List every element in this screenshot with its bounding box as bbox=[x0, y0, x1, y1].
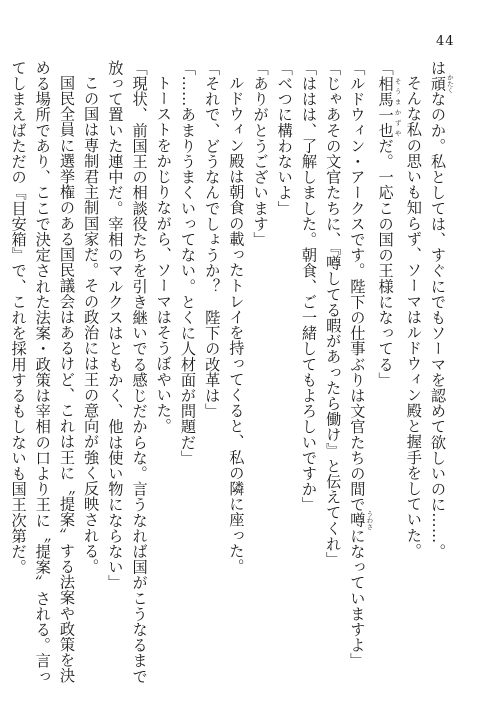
text-line: ルドウィン殿は朝食の載ったトレイを持ってくると、私の隣に座った。 bbox=[227, 75, 246, 575]
ruby-annotation: 相馬 そうま bbox=[376, 75, 402, 107]
text-line: 「ははは、了解しました。朝食、ご一緒してもよろしいですか」 bbox=[299, 60, 318, 513]
text-line: てしまえばただの『目安箱』で、これを採用するもしないも国王次第だ。 bbox=[9, 60, 28, 575]
text-line: 「ルドウィン・アークスです。陛下の仕事ぶりは文官たちの間で噂 うわさになっていますよ」 bbox=[348, 60, 374, 669]
text-line: 「それで、どうなんでしょうか？ 陛下の改革は」 bbox=[203, 60, 222, 419]
text-line: 「じゃあその文官たちに、『噂してる暇があったら働け』と伝えてくれ」 bbox=[324, 60, 343, 568]
text-line: 「べつに構わないよ」 bbox=[275, 60, 294, 216]
text-line: 「ありがとうございます」 bbox=[251, 60, 270, 248]
text-line: 「……あまりうまくいってない。とくに人材面が問題だ」 bbox=[178, 60, 197, 466]
text-line: 国民全員に選挙権のある国民議会はあるけど、これは王に〝提案〟する法案や政策を決 bbox=[57, 75, 76, 684]
text-line: この国は専制君主制国家だ。その政治には王の意向が強く反映される。 bbox=[82, 75, 101, 575]
text-line: 「相馬 そうま一也 かずやだ。一応この国の王様になってる」 bbox=[376, 60, 402, 388]
ruby-annotation: 頑 かたく bbox=[429, 73, 454, 94]
page-number: 44 bbox=[436, 34, 455, 49]
text-line: 放って置いた連中だ。宰相のマルクスはともかく、他は使い物にならない」 bbox=[106, 60, 125, 591]
text-line: める場所であり、ここで決定された法案・政策は宰相の口より王に〝提案〟される。言っ bbox=[33, 60, 52, 684]
ruby-annotation: 噂 うわさ bbox=[348, 510, 374, 530]
ruby-annotation: 一也 かずや bbox=[376, 106, 402, 139]
text-line: は頑 かたくなのか。私としては、すぐにでもソーマを認めて欲しいのに……。 bbox=[429, 60, 454, 560]
text-line: 「現状、前国王の相談役たちを引き継いでる感じだからな。言うなれば国がこうなるまで bbox=[130, 60, 149, 684]
vertical-text-body bbox=[9, 60, 454, 684]
text-line: トーストをかじりながら、ソーマはそうぼやいた。 bbox=[154, 75, 173, 434]
text-line: そんな私の思いも知らず、ソーマはルドウィン殿と握手をしていた。 bbox=[404, 75, 423, 559]
